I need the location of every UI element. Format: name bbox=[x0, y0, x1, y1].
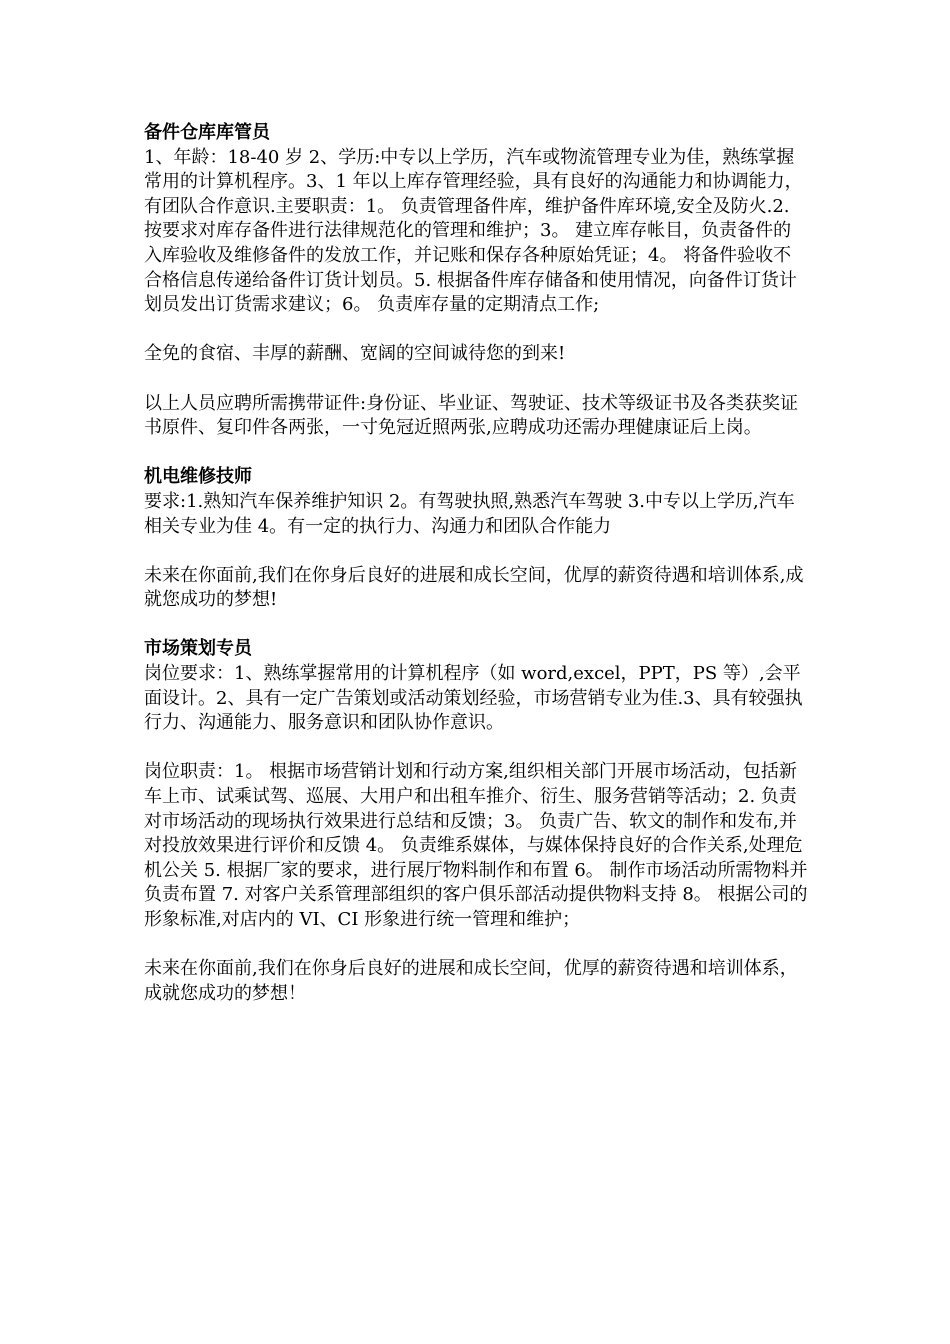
paragraph-spacer bbox=[144, 441, 808, 466]
section-paragraph: 要求:1.熟知汽车保养维护知识 2。有驾驶执照,熟悉汽车驾驶 3.中专以上学历,汽车相关专业为佳 4。有一定的执行力、沟通力和团队合作能力 bbox=[144, 490, 795, 537]
section-paragraph: 岗位要求：1、熟练掌握常用的计算机程序（如 word,excel，PPT，PS 等）,会平面设计。2、具有一定广告策划或活动策划经验，市场营销专业为佳.3、具有较强执行力、沟通能力、服务意识和团队协作意识。 bbox=[144, 663, 803, 734]
paragraph-spacer bbox=[144, 539, 808, 564]
section-marketing-planner bbox=[144, 637, 808, 1006]
section-title: 机电维修技师 bbox=[144, 466, 252, 488]
section-paragraph: 以上人员应聘所需携带证件:身份证、毕业证、驾驶证、技术等级证书及各类获奖证书原件、复印件各两张，一寸免冠近照两张,应聘成功还需办理健康证后上岗。 bbox=[144, 392, 799, 439]
paragraph-spacer bbox=[144, 933, 808, 958]
section-title: 市场策划专员 bbox=[144, 638, 252, 660]
section-paragraph: 岗位职责：1。 根据市场营销计划和行动方案,组织相关部门开展市场活动，包括新车上市、试乘试驾、巡展、大用户和出租车推介、衍生、服务营销等活动；2. 负责对市场活动的现场执行效果进行总结和反馈；3。 负责广告、软文的制作和发布,并对投放效果进行评价和反馈 4。 负责维系媒体，与媒体保持良好的合作关系,处理危机公关 5. 根据厂家的要求，进行展厅物料制作和布置 6。 制作市场活动所需物料并负责布置 7. 对客户关系管理部组织的客户俱乐部活动提供物料支持 8。 根据公司的形象标准,对店内的 VI、CI 形象进行统一管理和维护； bbox=[144, 761, 808, 930]
section-paragraph: 未来在你面前,我们在你身后良好的进展和成长空间，优厚的薪资待遇和培训体系,成就您成功的梦想! bbox=[144, 564, 804, 611]
paragraph-spacer bbox=[144, 613, 808, 638]
paragraph-spacer bbox=[144, 736, 808, 761]
document-page bbox=[144, 121, 808, 1006]
section-electromechanical-technician bbox=[144, 465, 808, 637]
section-paragraph: 1、年龄：18-40 岁 2、学历:中专以上学历，汽车或物流管理专业为佳，熟练掌握常用的计算机程序。3、1 年以上库存管理经验，具有良好的沟通能力和协调能力，有团队合作意识.主要职责：1。 负责管理备件库，维护备件库环境,安全及防火.2. 按要求对库存备件进行法律规范化的管理和维护；3。 建立库存帐目，负责备件的入库验收及维修备件的发放工作，并记账和保存各种原始凭证；4。 将备件验收不合格信息传递给备件订货计划员。5. 根据备件库存储备和使用情况，向备件订货计划员发出订货需求建议；6。 负责库存量的定期清点工作; bbox=[144, 146, 803, 316]
section-warehouse-keeper bbox=[144, 121, 808, 465]
section-title: 备件仓库库管员 bbox=[144, 122, 270, 143]
paragraph-spacer bbox=[144, 367, 808, 392]
section-paragraph: 全免的食宿、丰厚的薪酬、宽阔的空间诚待您的到来! bbox=[144, 343, 566, 365]
section-paragraph: 未来在你面前,我们在你身后良好的进展和成长空间，优厚的薪资待遇和培训体系，成就您成功的梦想！ bbox=[144, 958, 798, 1004]
paragraph-spacer bbox=[144, 318, 808, 343]
